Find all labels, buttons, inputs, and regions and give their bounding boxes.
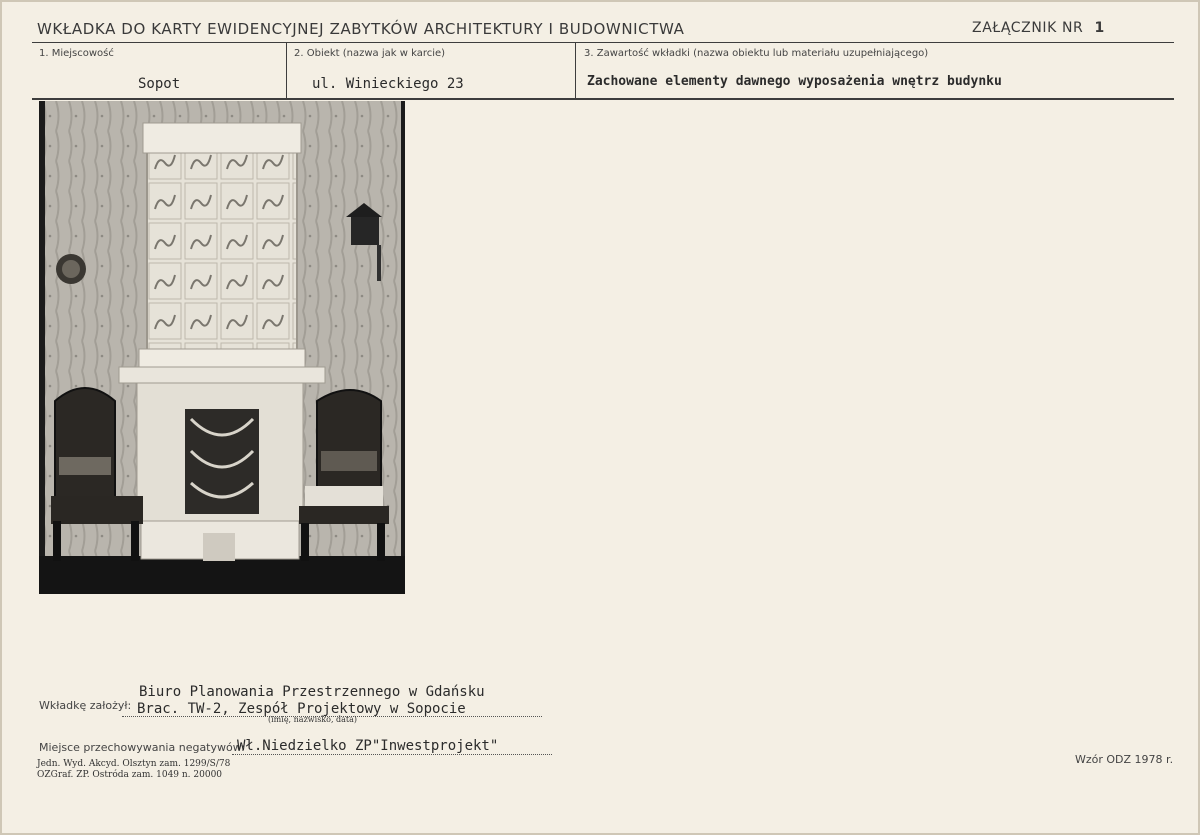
- field-1-value: Sopot: [138, 76, 181, 92]
- field-separator-2: [575, 42, 576, 98]
- founded-by-line-2: Brac. TW-2, Zespół Projektowy w Sopocie: [137, 701, 466, 717]
- field-1-label: 1. Miejscowość: [39, 48, 114, 59]
- printer-imprint-1: Jedn. Wyd. Akcyd. Olsztyn zam. 1299/S/78: [37, 759, 231, 769]
- card-title: WKŁADKA DO KARTY EWIDENCYJNEJ ZABYTKÓW ARCHITEKTURY I BUDOWNICTWA: [37, 20, 685, 38]
- attachment-number: 1: [1094, 20, 1105, 36]
- field-3-label: 3. Zawartość wkładki (nazwa obiektu lub materiału uzupełniającego): [584, 48, 929, 59]
- field-separator-1: [286, 42, 287, 98]
- founded-by-label: Wkładkę założył:: [39, 699, 132, 712]
- founded-by-caption: (imię, nazwisko, data): [268, 715, 358, 724]
- header-rule: [32, 42, 1174, 43]
- fields-rule: [32, 98, 1174, 100]
- founded-by-line-1: Biuro Planowania Przestrzennego w Gdańsku: [139, 684, 485, 700]
- negatives-dotted-line: [232, 754, 552, 755]
- photo-illustration: [39, 101, 405, 594]
- attachment-label: [972, 20, 1105, 36]
- field-2-label: 2. Obiekt (nazwa jak w karcie): [294, 48, 446, 59]
- negatives-location-label: Miejsce przechowywania negatywów:: [39, 741, 245, 754]
- form-pattern-mark: Wzór ODZ 1978 r.: [1075, 753, 1174, 766]
- negatives-location-value: Wł.Niedzielko ZP"Inwestprojekt": [237, 738, 499, 754]
- field-3-value: Zachowane elementy dawnego wyposażenia wnętrz budynku: [587, 74, 1002, 89]
- interior-photograph: [39, 101, 405, 594]
- printer-imprint-2: OZGraf. ZP. Ostróda zam. 1049 n. 20000: [37, 770, 223, 780]
- attachment-label-text: ZAŁĄCZNIK NR: [972, 20, 1084, 36]
- field-2-value: ul. Winieckiego 23: [312, 76, 464, 92]
